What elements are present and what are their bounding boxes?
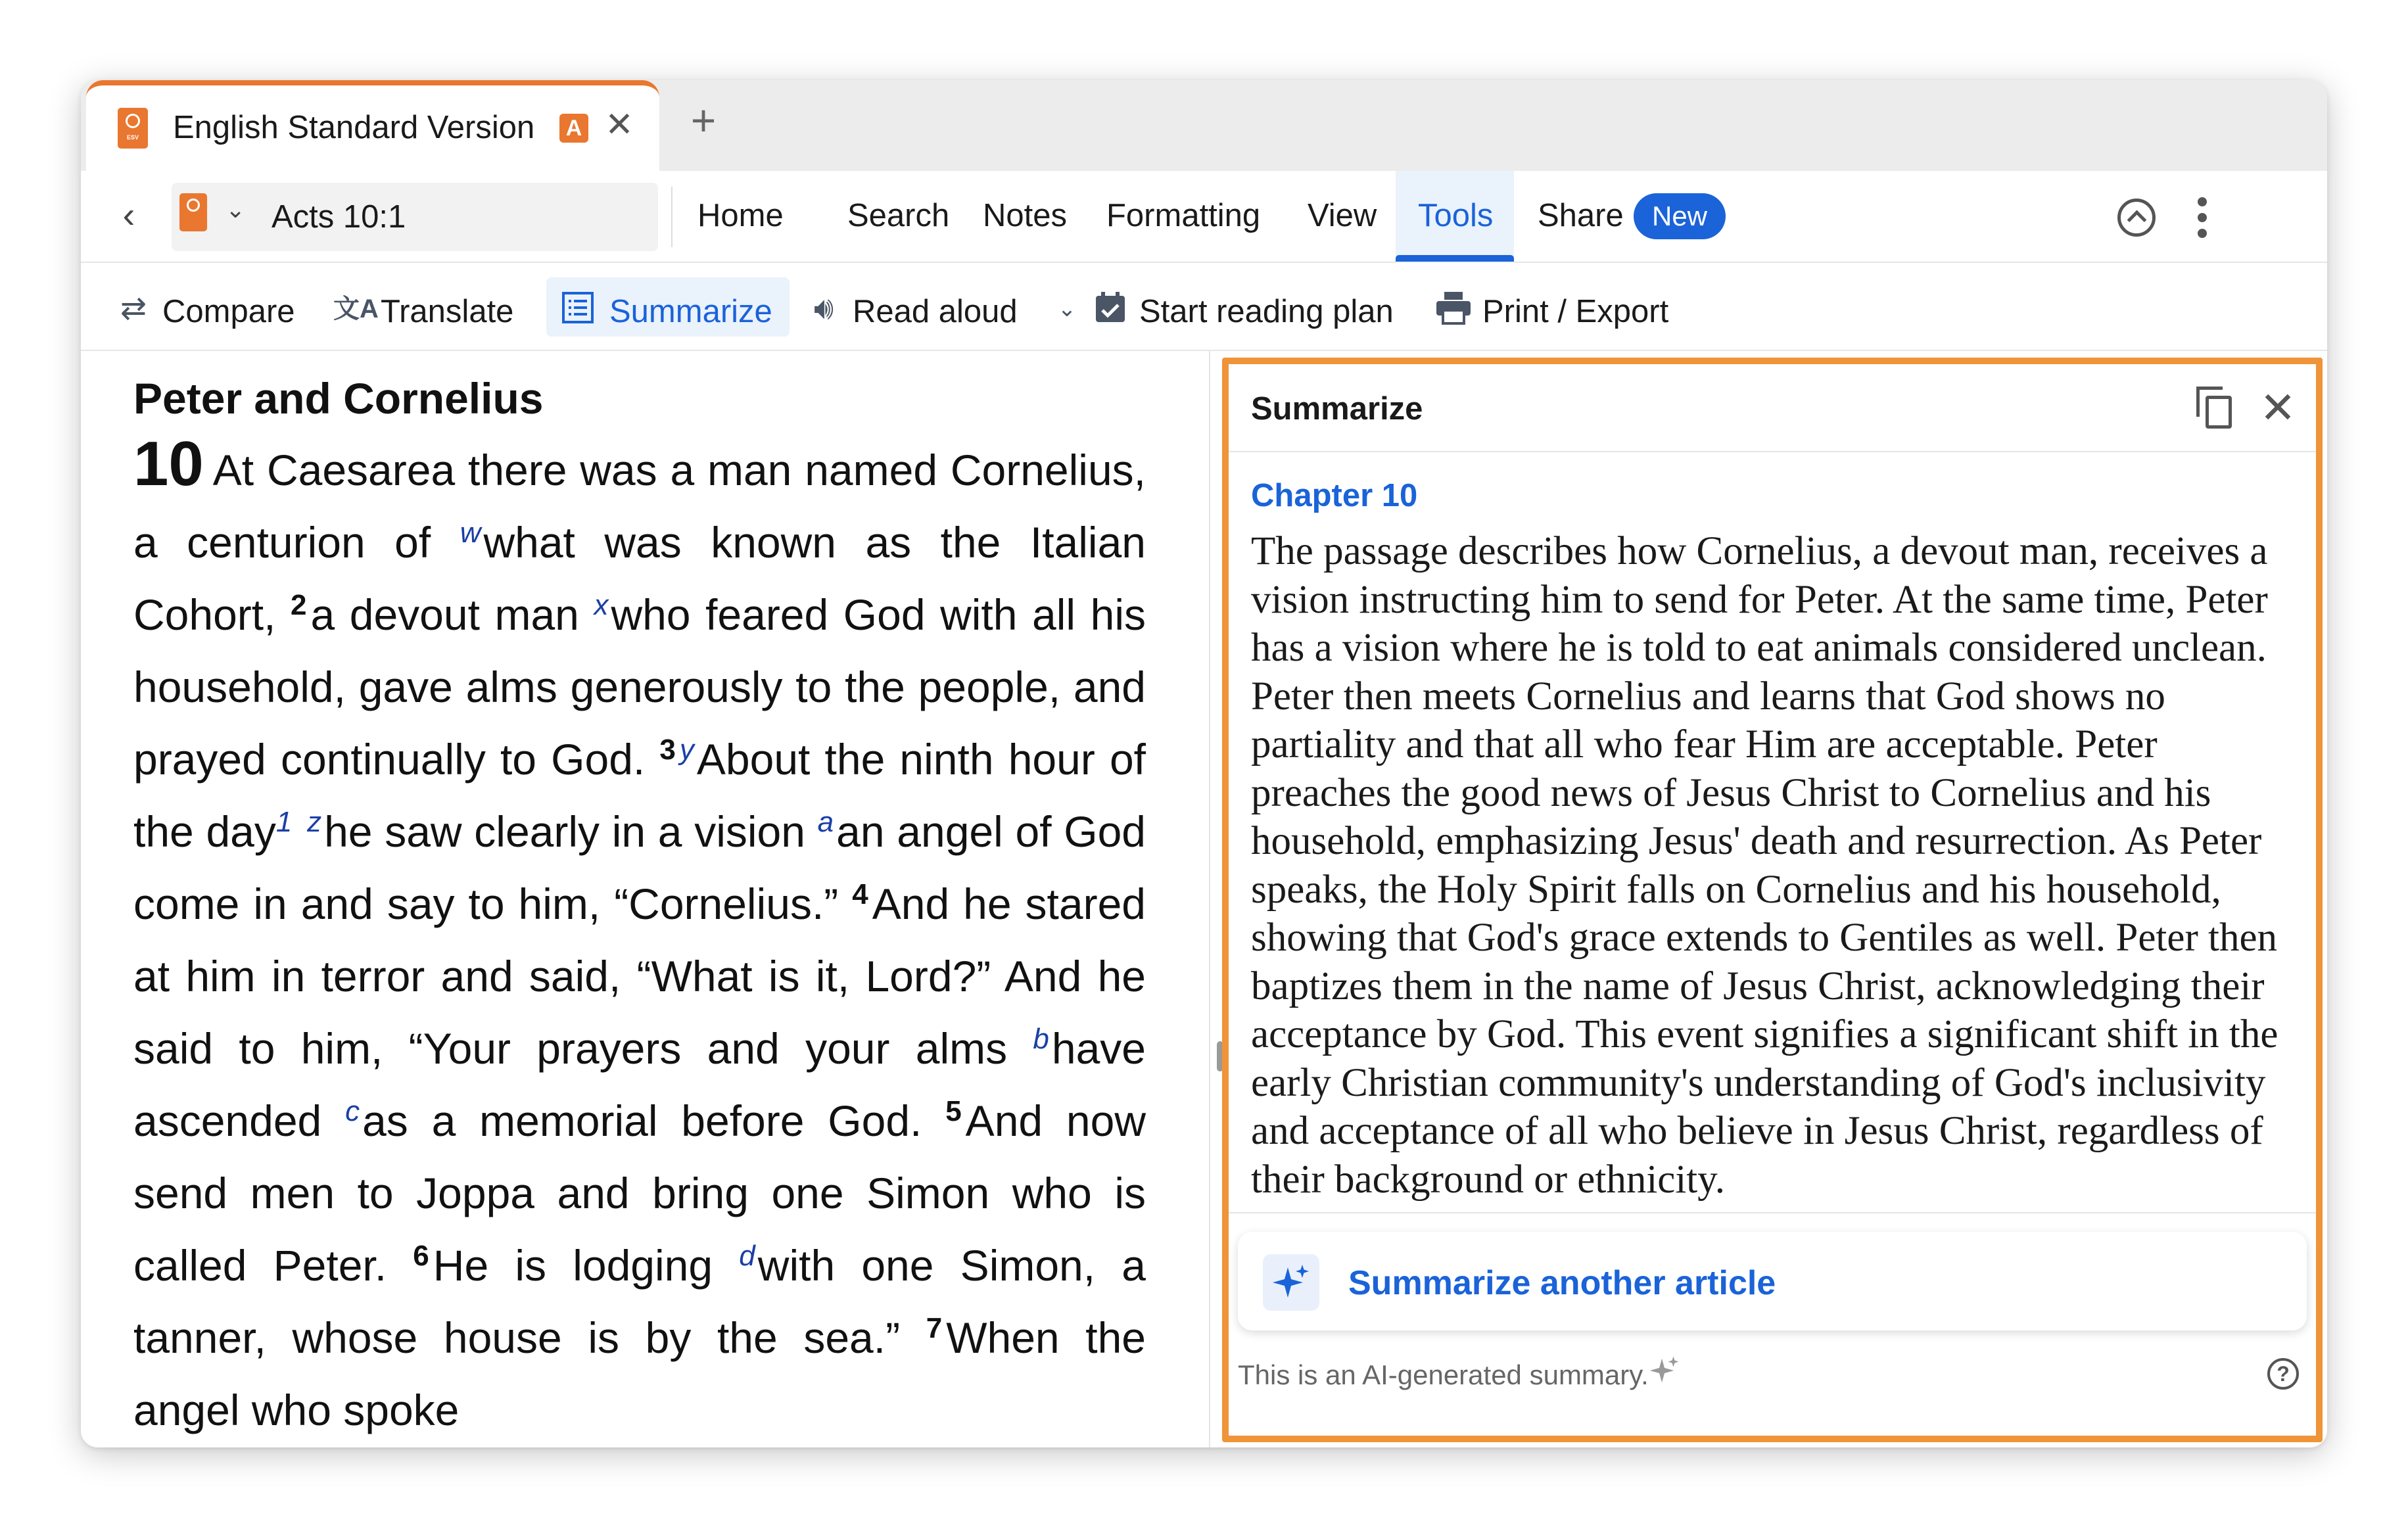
tab-esv[interactable] [86,80,659,171]
menu-tools[interactable]: Tools [1418,198,1494,233]
verse-text-run: And he stared at him in terror and said, “What is it, Lord?” And he said to him, “Your prayers and your alms [133,880,1146,1073]
back-arrow-icon[interactable]: ‹ [122,194,135,235]
verse-text-run: About the ninth hour of the day [133,735,1146,856]
footnote-marker[interactable]: a [817,806,834,838]
tab-strip [81,80,2327,171]
collapse-icon[interactable] [2117,199,2156,237]
summarize-another-article-button[interactable] [1238,1232,2307,1330]
reference-text[interactable]: Acts 10:1 [271,199,406,235]
chevron-down-icon[interactable]: ⌄ [1057,296,1077,321]
read-aloud-label: Read aloud [853,294,1018,329]
verse-text-run: with one Simon, a tanner, whose house is by the sea.” [133,1241,1146,1362]
menu-active-underline [1396,255,1514,262]
verse-text-run: When the angel who spoke [133,1313,1146,1434]
menu-view[interactable]: View [1308,198,1377,233]
start-reading-plan-label: Start reading plan [1139,294,1394,329]
verse-text-run: He is lodging [433,1241,740,1290]
esv-book-icon [179,193,207,231]
chapter-heading: Chapter 10 [1251,478,1418,513]
more-options-icon[interactable] [2192,195,2212,241]
divider [1229,1212,2316,1213]
speaker-icon: 🔊︎ [813,291,834,326]
app-window [81,80,2327,1447]
menu-home[interactable]: Home [697,198,784,233]
printer-icon [1435,291,1472,327]
verse-text-run: And now send men to Joppa and bring one Simon who is called Peter. [133,1096,1146,1290]
sparkle-icon [1263,1254,1319,1311]
section-heading: Peter and Cornelius [133,374,544,423]
ai-disclaimer: This is an AI-generated summary. [1238,1359,1649,1390]
compare-icon: ⇄ [120,291,147,326]
read-aloud-button[interactable] [805,277,1101,337]
panel-title: Summarize [1251,391,1423,427]
verse-text-run: have ascended [133,1024,1146,1145]
print-export-label: Print / Export [1482,294,1669,329]
footnote-marker[interactable]: y [679,734,694,766]
menu-formatting[interactable]: Formatting [1106,198,1261,233]
summary-text: The passage describes how Cornelius, a devout man, receives a vision instructing him to send for Peter. At the same time, Peter has a vision where he is told to eat animals considered unclean. Peter then meets Cornelius and learns that God shows no partiality and that all who fear Him are acceptable. Peter preaches the good news of Jesus Christ to Cornelius and his household, emphasizing Jesus' death and resurrection. As Peter speaks, the Holy Spirit falls on Cornelius and his household, showing that God's grace extends to Gentiles as well. Peter then baptizes them in the name of Jesus Christ, acknowledging their acceptance by God. This event signifies a significant shift in the early Christian community's understanding of God's inclusivity and acceptance of all who believe in Jesus Christ, regardless of their background or ethnicity. [1251,529,2278,1202]
compare-button[interactable] [115,277,332,337]
verse-text-run: who feared God with all his household, gave alms generously to the people, and prayed continually to God. [133,590,1146,784]
menu-share[interactable]: Share [1538,198,1624,233]
nav-divider [671,187,673,247]
sparkle-icon [1649,1355,1680,1389]
translate-button[interactable] [333,277,550,337]
footnote-marker[interactable]: z [307,806,322,838]
compare-label: Compare [162,294,295,329]
new-tab-icon[interactable]: + [690,96,717,145]
footnote-marker[interactable]: c [345,1095,360,1127]
verse-text-run: as a memorial before God. [362,1096,946,1145]
help-icon[interactable]: ? [2267,1358,2299,1390]
summarize-panel [1222,358,2323,1442]
menu-search[interactable]: Search [847,198,950,233]
menu-notes[interactable]: Notes [983,198,1068,233]
footnote-marker[interactable]: x [594,589,609,621]
close-tab-icon[interactable]: ✕ [605,106,634,144]
footnote-marker[interactable]: w [460,517,481,549]
footnote-marker[interactable]: 1 [275,806,293,838]
translate-label: Translate [381,294,514,329]
footnote-marker[interactable]: b [1033,1023,1049,1055]
panel-header [1229,364,2316,452]
tab-title: English Standard Version [173,110,535,145]
verse-number[interactable]: 4 [852,878,868,910]
calendar-icon [1092,291,1129,327]
verse-text-run [295,807,307,856]
print-export-button[interactable] [1435,277,1711,337]
copy-icon[interactable] [2196,387,2236,429]
verse-number[interactable]: 6 [413,1240,429,1272]
new-badge: New [1634,193,1726,239]
summarize-button[interactable] [546,277,790,337]
chapter-number: 10 [133,429,204,499]
summarize-another-label: Summarize another article [1348,1264,1776,1302]
verse-text-run: At Caesarea there was a man named Cornelius, a centurion of [133,446,1146,567]
verse-text-run: what was known as the Italian Cohort, [133,518,1146,639]
verse-number[interactable]: 5 [945,1095,962,1127]
summarize-label: Summarize [609,294,772,329]
tab-badge: A [559,114,588,143]
verse-text [133,429,1146,1446]
verse-number[interactable]: 2 [291,589,307,621]
footnote-marker[interactable]: d [739,1240,755,1272]
nav-bar [81,171,2327,263]
verse-text-run: an angel of God come in and say to him, “Cornelius.” [133,807,1146,928]
tools-toolbar [81,263,2327,351]
verse-number[interactable]: 7 [926,1312,943,1344]
close-icon[interactable]: ✕ [2259,383,2296,432]
bible-text-pane [81,351,1209,1447]
chevron-down-icon[interactable]: ⌄ [225,196,246,223]
translate-icon: 文A [333,294,379,323]
verse-text-run: a devout man [310,590,594,639]
summarize-icon [559,291,596,327]
verse-number[interactable]: 3 [659,734,676,766]
esv-book-icon [118,108,148,149]
verse-text-run: he saw clearly in a vision [324,807,818,856]
